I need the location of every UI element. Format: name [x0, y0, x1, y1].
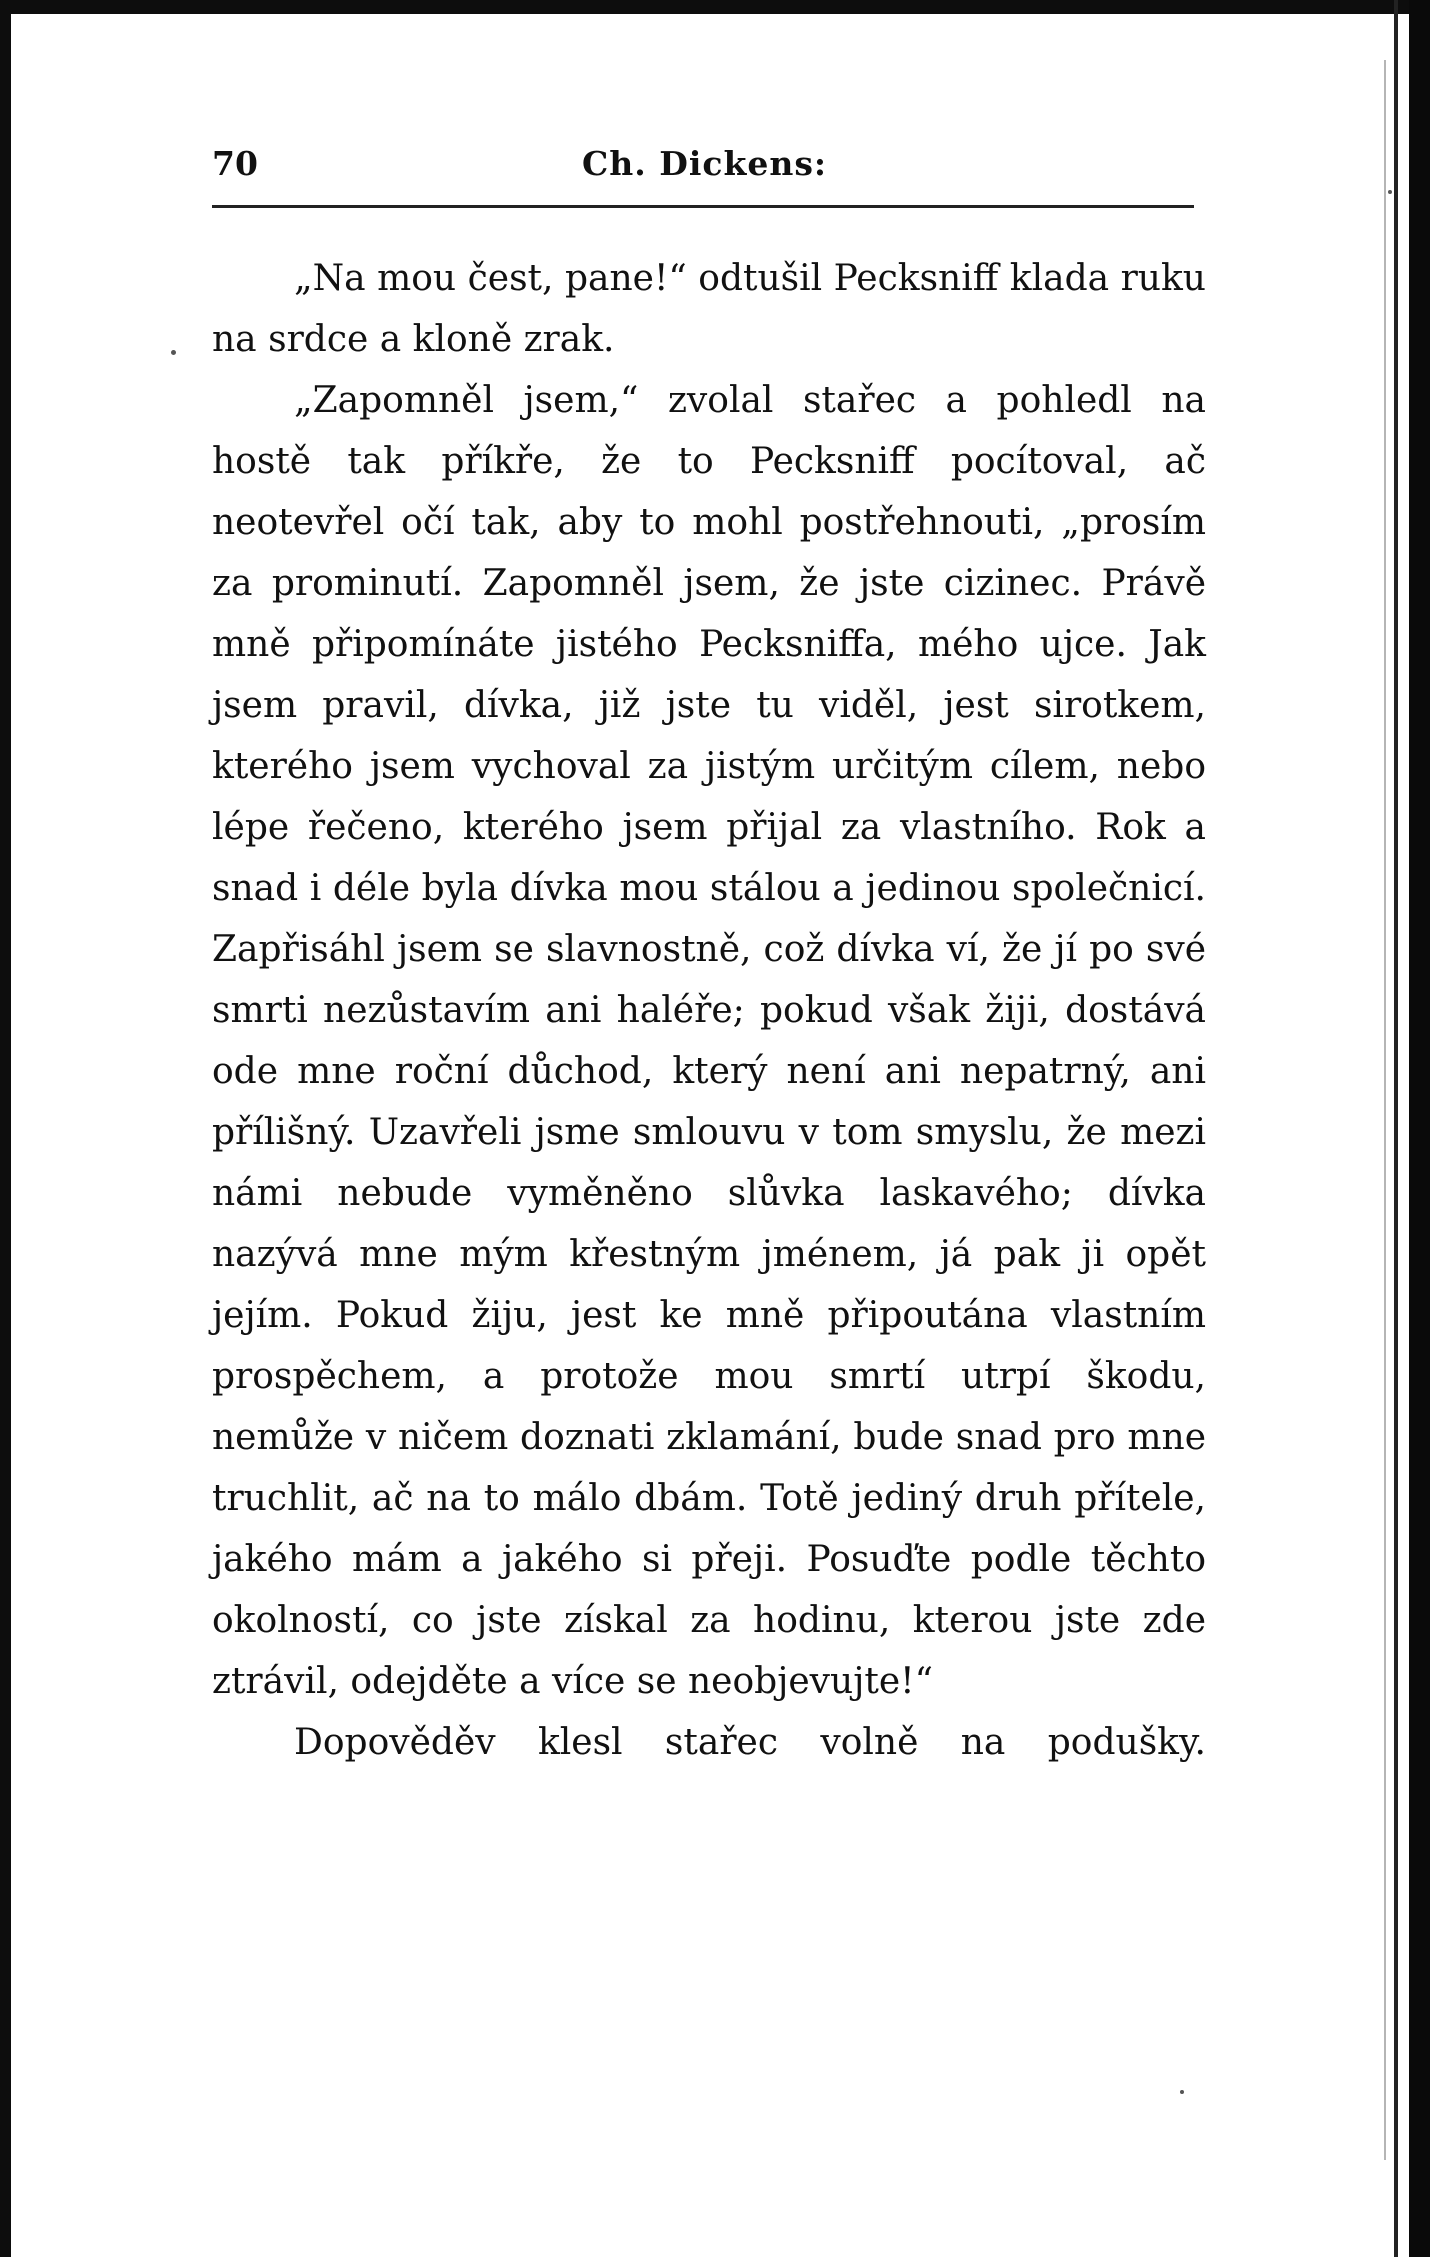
body-text [212, 248, 1206, 1773]
scan-speck [1388, 190, 1392, 194]
running-head [212, 140, 1206, 196]
scan-gutter-line [1394, 0, 1398, 2257]
paragraph-1: „Na mou čest, pane!“ odtušil Pecksniff klada ruku na srdce a kloně zrak. [212, 258, 1206, 360]
header-rule [212, 205, 1194, 208]
page-number: 70 [212, 144, 258, 183]
scan-speck [171, 350, 176, 355]
scan-border-right [1409, 0, 1430, 2257]
scan-border-left [0, 0, 11, 2257]
scan-speck [1180, 2090, 1184, 2094]
book-page [212, 140, 1206, 1773]
scan-page-edge [1384, 60, 1386, 2160]
running-head-author: Ch. Dickens: [582, 144, 828, 183]
paragraph-3: Dopověděv klesl stařec volně na podušky. [294, 1722, 1206, 1763]
paragraph-2: „Zapomněl jsem,“ zvolal stařec a pohledl na hostě tak příkře, že to Pecksniff pocítoval, ač neotevřel očí tak, aby to mohl postřehnouti, „prosím za prominutí. Zapomněl jsem, že jste cizinec. Právě mně připomínáte jistého Pecksniffa, mého ujce. Jak jsem pravil, dívka, již jste tu viděl, jest sirotkem, kterého jsem vychoval za jistým určitým cílem, nebo lépe řečeno, kterého jsem přijal za vlastního. Rok a snad i déle byla dívka mou stálou a jedinou společnicí. Zapřisáhl jsem se slavnostně, což dívka ví, že jí po své smrti nezůstavím ani haléře; pokud však žiji, dostává ode mne roční důchod, který není ani nepatrný, ani přílišný. Uzavřeli jsme smlouvu v tom smyslu, že mezi námi nebude vyměněno slůvka laskavého; dívka nazývá mne mým křestným jménem, já pak ji opět jejím. Pokud žiju, jest ke mně připoutána vlastním prospěchem, a protože mou smrtí utrpí škodu, nemůže v ničem doznati zklamání, bude snad pro mne truchlit, ač na to málo dbám. Totě jediný druh přítele, jakého mám a jakého si přeji. Posuďte podle těchto okolností, co jste získal za hodinu, kterou jste zde ztrávil, odejděte a více se neobjevujte!“ [212, 380, 1206, 1702]
scan-border-top [0, 0, 1430, 14]
